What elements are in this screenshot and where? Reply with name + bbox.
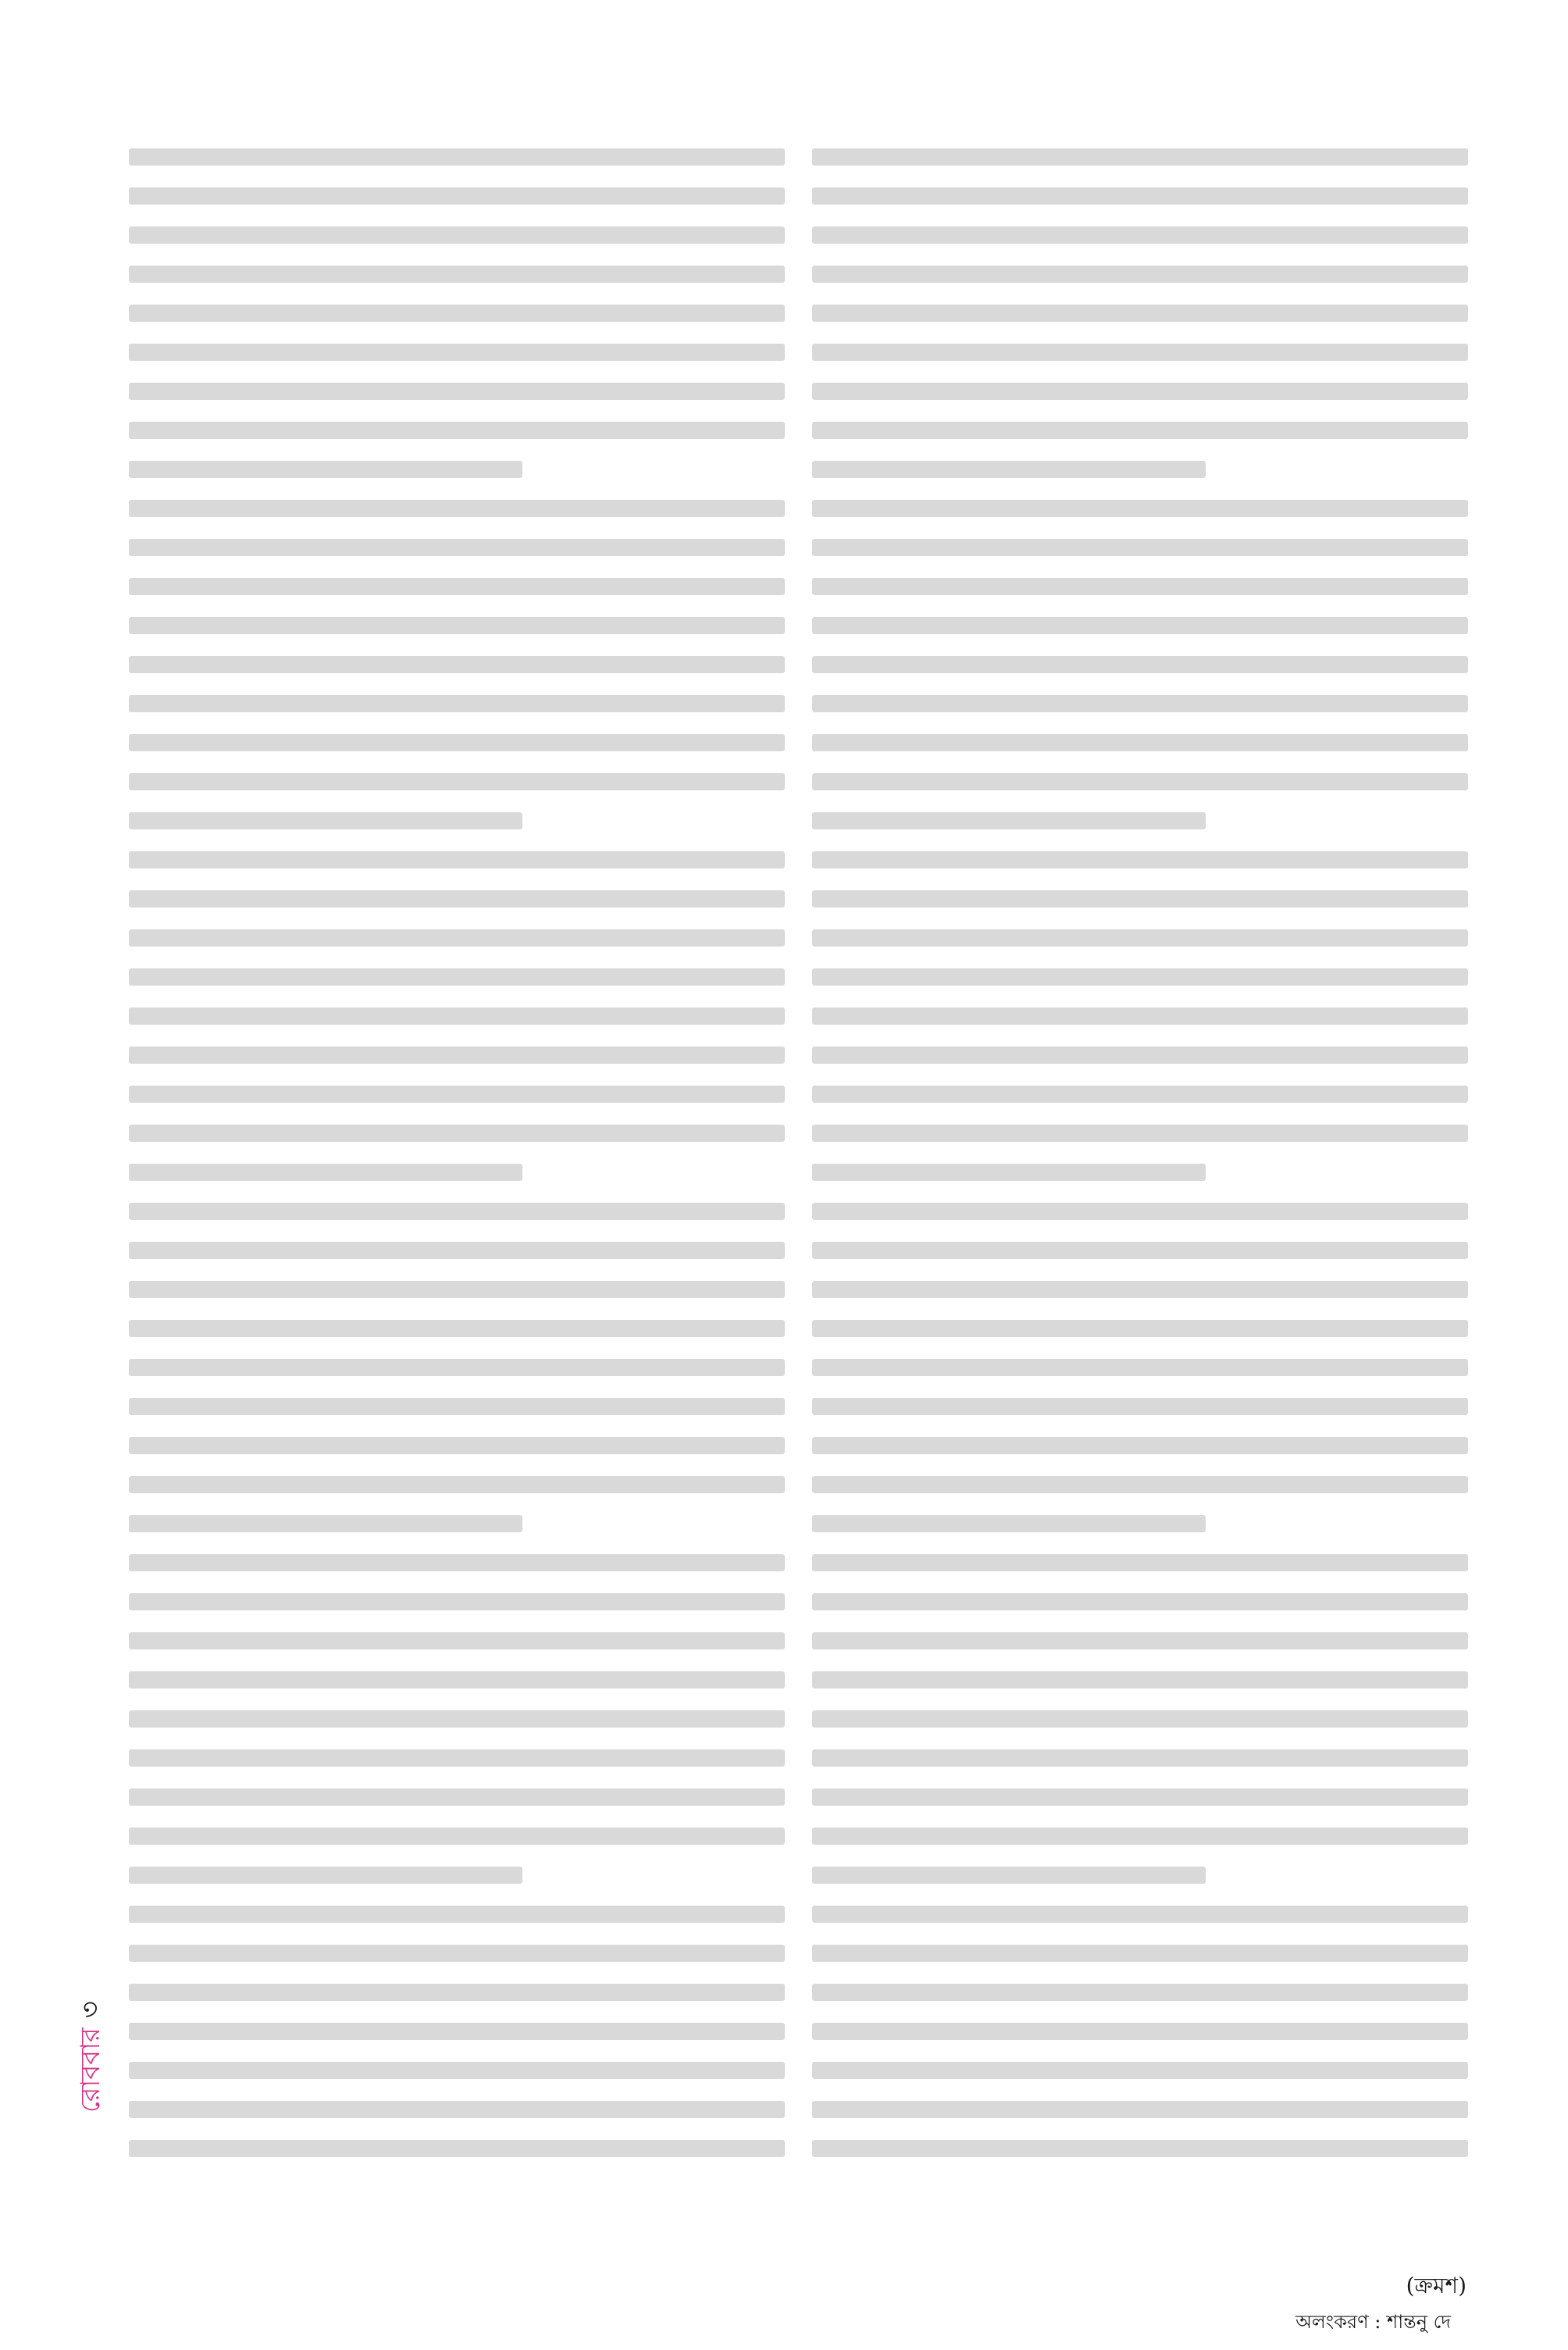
text-line-placeholder	[129, 187, 785, 205]
text-line-placeholder	[129, 148, 785, 166]
text-line-placeholder	[812, 695, 1468, 712]
text-line-placeholder	[129, 539, 785, 556]
text-line-placeholder	[129, 1788, 785, 1806]
text-line-placeholder	[129, 734, 785, 751]
illustration-credit: অলংকরণ : শান্তনু দে	[1295, 2311, 1451, 2333]
text-line-placeholder	[129, 2062, 785, 2079]
text-line-placeholder	[129, 1007, 785, 1025]
text-line-placeholder	[812, 305, 1468, 322]
text-line-placeholder	[812, 266, 1468, 283]
text-line-placeholder	[812, 1476, 1468, 1493]
text-line-placeholder	[812, 2023, 1468, 2040]
text-line-placeholder	[812, 226, 1468, 244]
text-line-placeholder	[812, 383, 1468, 400]
text-line-placeholder	[129, 695, 785, 712]
text-line-placeholder	[129, 1125, 785, 1142]
text-line-placeholder	[129, 1906, 785, 1923]
text-line-placeholder	[812, 1125, 1468, 1142]
text-line-placeholder	[129, 2023, 785, 2040]
text-line-placeholder	[129, 1554, 785, 1571]
text-line-placeholder	[812, 539, 1468, 556]
text-line-placeholder	[812, 1554, 1468, 1571]
text-line-placeholder	[812, 422, 1468, 439]
text-line-placeholder	[129, 1320, 785, 1337]
text-line-placeholder	[812, 812, 1206, 829]
text-line-placeholder	[129, 890, 785, 908]
text-line-placeholder	[812, 187, 1468, 205]
text-line-placeholder	[812, 1437, 1468, 1454]
text-line-placeholder	[129, 226, 785, 244]
text-line-placeholder	[812, 2101, 1468, 2118]
text-line-placeholder	[129, 1984, 785, 2001]
text-line-placeholder	[129, 1281, 785, 1298]
text-line-placeholder	[129, 1867, 522, 1884]
text-line-placeholder	[812, 968, 1468, 986]
text-line-placeholder	[812, 656, 1468, 673]
text-line-placeholder	[812, 1203, 1468, 1220]
text-line-placeholder	[812, 1867, 1206, 1884]
text-line-placeholder	[812, 1984, 1468, 2001]
text-line-placeholder	[129, 1945, 785, 1962]
text-placeholder	[129, 148, 785, 2157]
text-line-placeholder	[812, 344, 1468, 361]
text-line-placeholder	[129, 656, 785, 673]
text-line-placeholder	[129, 305, 785, 322]
text-line-placeholder	[129, 461, 522, 478]
text-line-placeholder	[812, 1359, 1468, 1376]
text-line-placeholder	[129, 968, 785, 986]
text-line-placeholder	[129, 1671, 785, 1689]
text-line-placeholder	[129, 1476, 785, 1493]
text-line-placeholder	[812, 1320, 1468, 1337]
text-line-placeholder	[129, 1047, 785, 1064]
publication-name: রোববার	[75, 2027, 106, 2113]
text-line-placeholder	[812, 1906, 1468, 1923]
text-line-placeholder	[812, 1242, 1468, 1259]
text-column-right	[812, 148, 1468, 2157]
text-line-placeholder	[129, 617, 785, 634]
text-line-placeholder	[812, 617, 1468, 634]
text-line-placeholder	[129, 773, 785, 790]
text-line-placeholder	[129, 812, 522, 829]
text-line-placeholder	[812, 2062, 1468, 2079]
text-line-placeholder	[812, 1281, 1468, 1298]
text-line-placeholder	[129, 1242, 785, 1259]
text-line-placeholder	[129, 1593, 785, 1610]
text-line-placeholder	[812, 1047, 1468, 1064]
text-line-placeholder	[812, 1788, 1468, 1806]
text-line-placeholder	[812, 1086, 1468, 1103]
text-line-placeholder	[812, 1710, 1468, 1728]
text-line-placeholder	[812, 929, 1468, 947]
text-line-placeholder	[812, 1007, 1468, 1025]
text-line-placeholder	[812, 1515, 1206, 1532]
text-line-placeholder	[812, 890, 1468, 908]
text-line-placeholder	[129, 2140, 785, 2157]
text-line-placeholder	[812, 1945, 1468, 1962]
text-line-placeholder	[129, 1164, 522, 1181]
text-line-placeholder	[129, 1086, 785, 1103]
text-line-placeholder	[129, 344, 785, 361]
text-line-placeholder	[812, 1632, 1468, 1649]
text-line-placeholder	[812, 500, 1468, 517]
text-line-placeholder	[812, 461, 1206, 478]
text-line-placeholder	[812, 1593, 1468, 1610]
text-placeholder	[812, 148, 1468, 2157]
text-line-placeholder	[129, 1749, 785, 1767]
text-line-placeholder	[129, 383, 785, 400]
text-line-placeholder	[129, 1632, 785, 1649]
text-line-placeholder	[129, 1359, 785, 1376]
text-line-placeholder	[129, 422, 785, 439]
page-side-label	[70, 2001, 115, 2113]
text-line-placeholder	[129, 2101, 785, 2118]
text-line-placeholder	[129, 1398, 785, 1415]
text-line-placeholder	[812, 1164, 1206, 1181]
text-line-placeholder	[129, 929, 785, 947]
text-line-placeholder	[129, 500, 785, 517]
text-line-placeholder	[812, 734, 1468, 751]
text-column-left	[129, 148, 785, 2157]
text-line-placeholder	[812, 1749, 1468, 1767]
text-line-placeholder	[129, 578, 785, 595]
text-line-placeholder	[129, 1437, 785, 1454]
text-line-placeholder	[129, 1828, 785, 1845]
continued-note: (ক্রমশ)	[1406, 2273, 1466, 2298]
text-line-placeholder	[812, 773, 1468, 790]
text-line-placeholder	[129, 851, 785, 868]
text-line-placeholder	[812, 851, 1468, 868]
text-line-placeholder	[812, 148, 1468, 166]
text-line-placeholder	[812, 1828, 1468, 1845]
text-line-placeholder	[129, 1203, 785, 1220]
text-line-placeholder	[129, 266, 785, 283]
text-line-placeholder	[812, 578, 1468, 595]
page-number: ৩	[75, 2001, 106, 2019]
text-line-placeholder	[129, 1710, 785, 1728]
text-line-placeholder	[812, 1398, 1468, 1415]
text-line-placeholder	[812, 1671, 1468, 1689]
text-line-placeholder	[129, 1515, 522, 1532]
text-line-placeholder	[812, 2140, 1468, 2157]
